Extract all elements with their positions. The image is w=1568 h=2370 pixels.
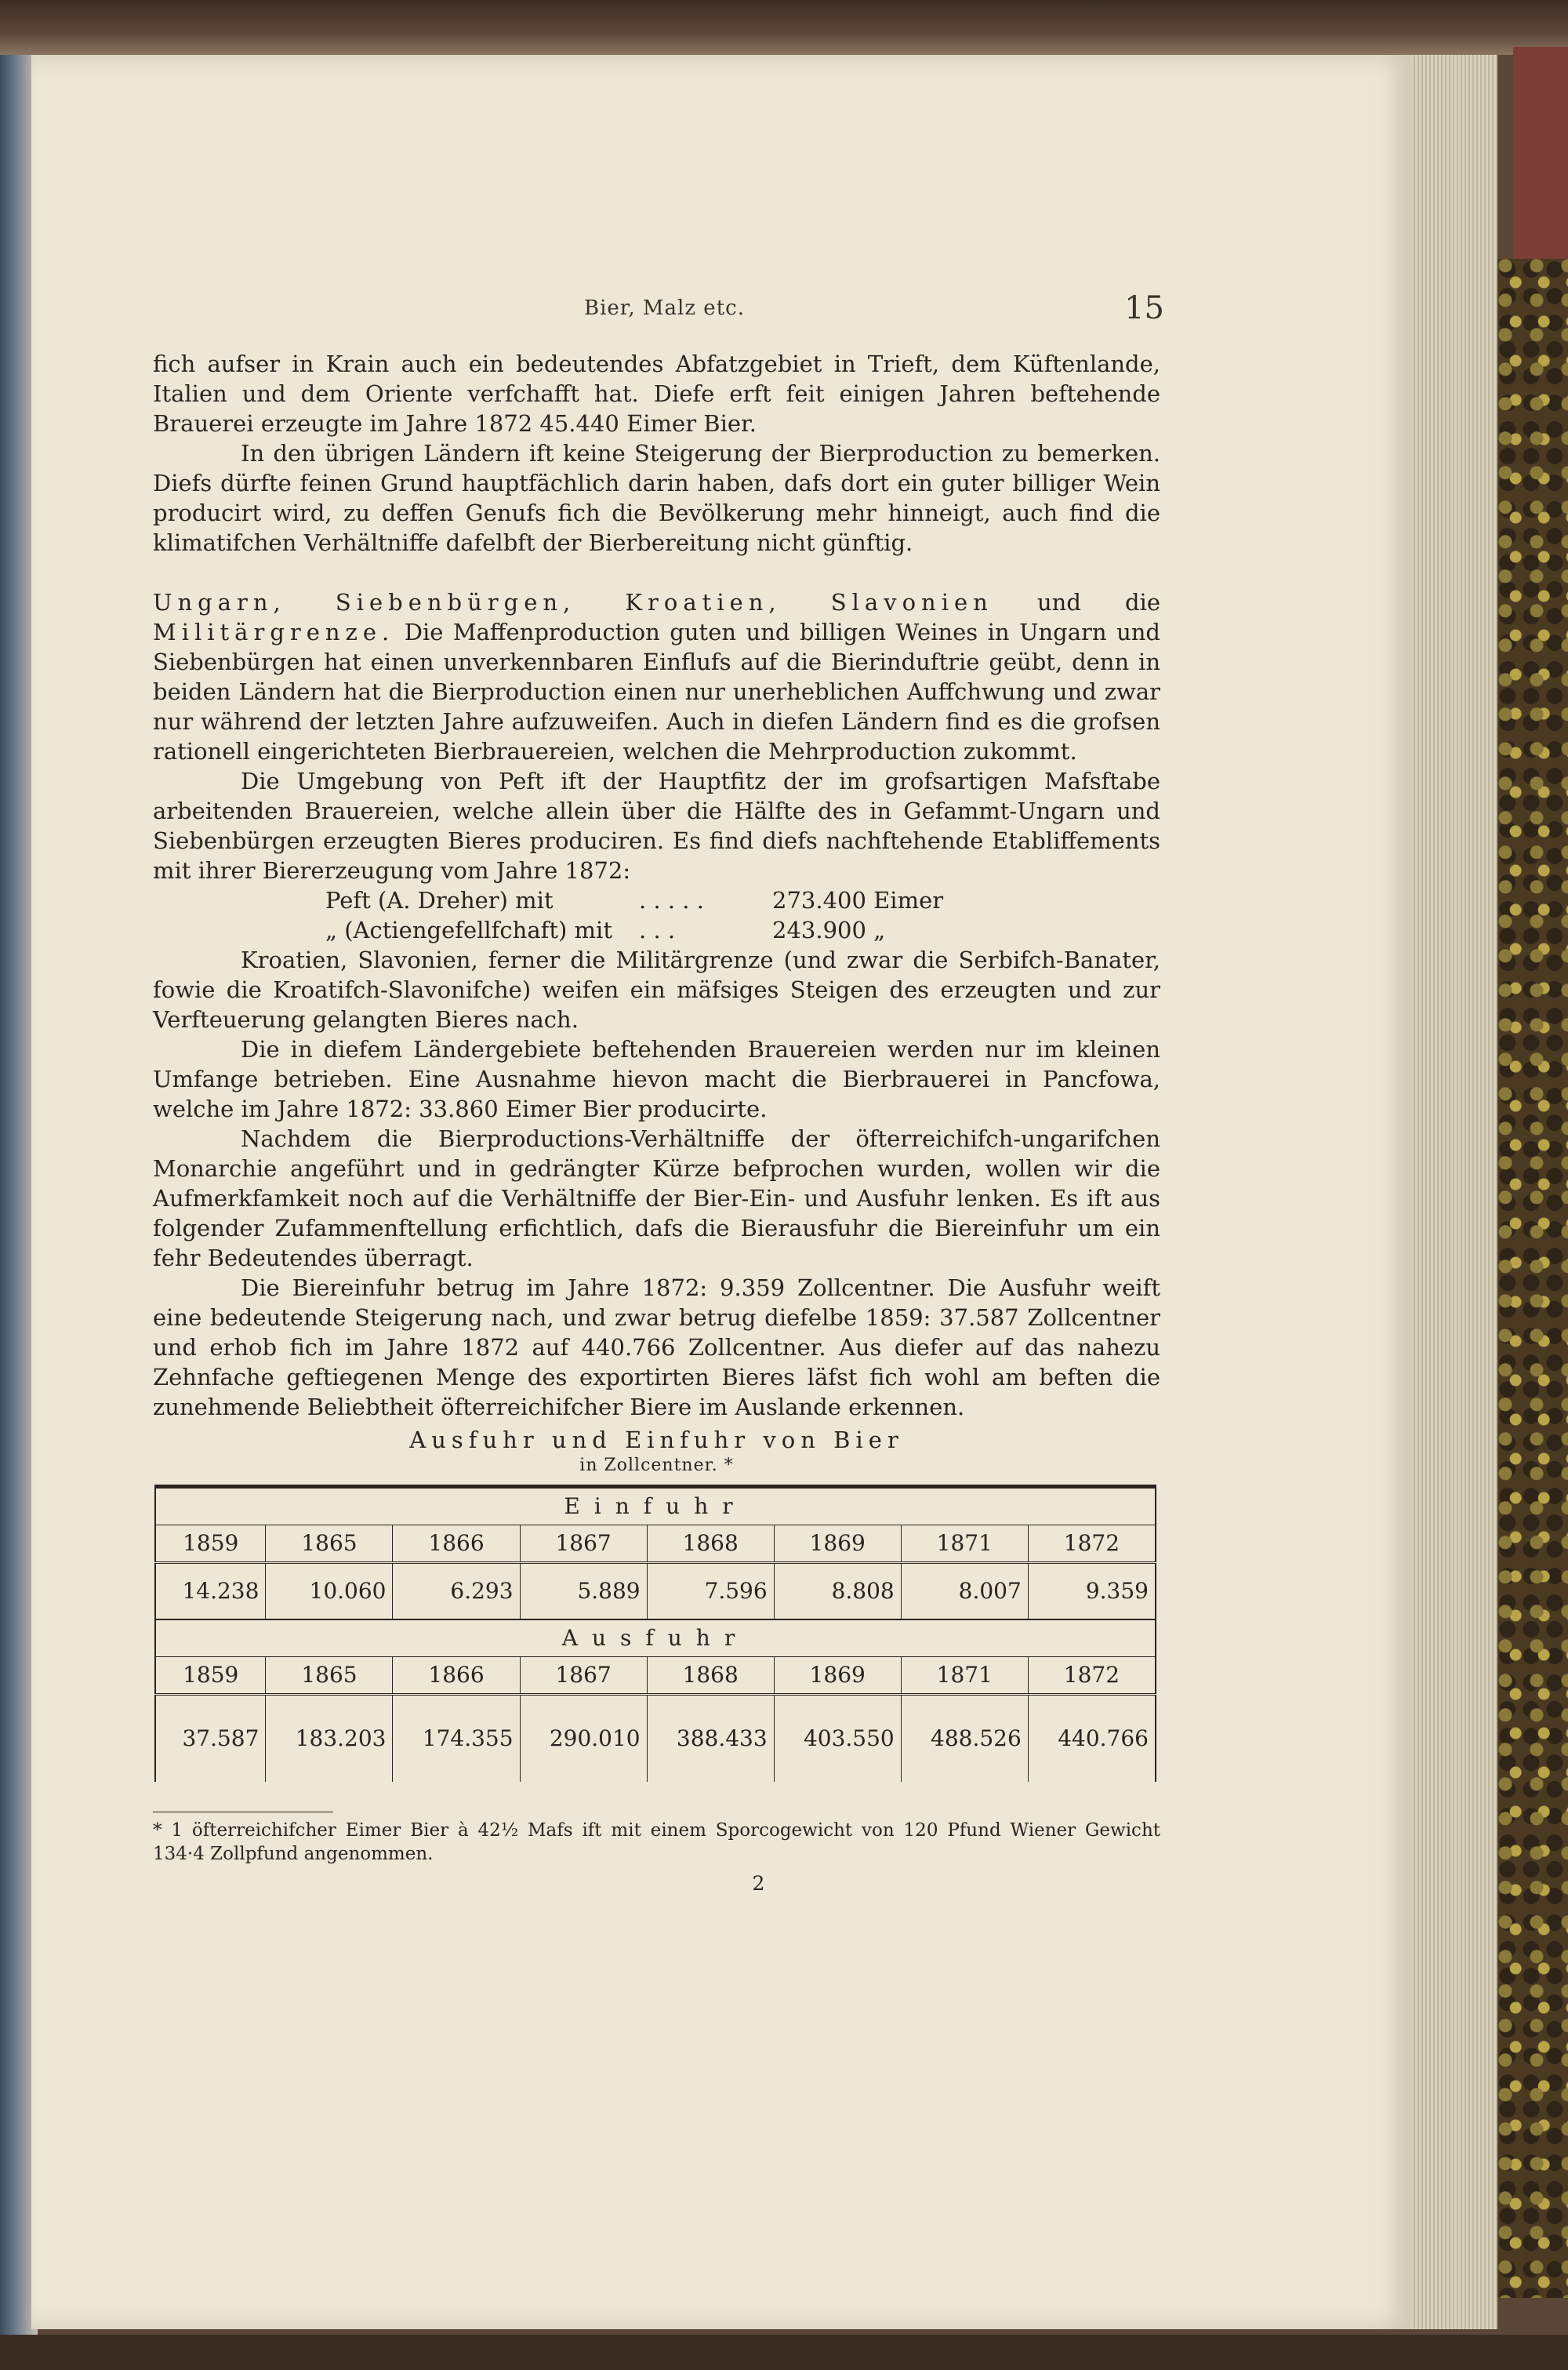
running-title: Bier, Malz etc. [584, 296, 745, 320]
paragraph-6: Die in diefem Ländergebiete beftehenden Brauereien werden nur im kleinen Umfange betrieben. Eine Ausnahme hievon macht die Bierbrauerei in Pancfowa, welche im Jahre 1872: 33.860 Eimer Bier producirte. [153, 1036, 1160, 1122]
year-cell: 1865 [266, 1657, 393, 1695]
table-subcaption: in Zollcentner. * [579, 1456, 734, 1475]
ausfuhr-value: 440.766 [1028, 1695, 1156, 1783]
brewery-row [153, 885, 1160, 915]
year-cell: 1859 [155, 1525, 266, 1563]
ausfuhr-value: 290.010 [520, 1695, 647, 1783]
signature-mark: 2 [752, 1872, 765, 1895]
year-cell: 1868 [647, 1525, 774, 1563]
ausfuhr-value: 403.550 [774, 1695, 901, 1783]
book-bottom-edge [0, 2335, 1568, 2370]
ausfuhr-heading: Ausfuhr [155, 1619, 1156, 1657]
year-cell: 1867 [520, 1657, 647, 1695]
einfuhr-value: 9.359 [1028, 1563, 1156, 1620]
brewery-name: „ (Actiengefellfchaft) mit [325, 917, 612, 943]
paragraph-7: Nachdem die Bierproductions-Verhältniffe der öfterreichifch-ungarifchen Monarchie angeführt und in gedrängter Kürze befprochen wurden, wollen wir die Aufmerkfamkeit noch auf die Verhältniffe der Bier-Ein- und Ausfuhr lenken. Es ift aus folgender Zufammenftellung erfichtlich, dafs die Bierausfuhr die Biereinfuhr um ein fehr Bedeutendes überragt. [153, 1125, 1160, 1271]
paragraph-2: In den übrigen Ländern ift keine Steigerung der Bierproduction zu bemerken. Diefs dürfte feinen Grund hauptfächlich darin haben, dafs dort ein guter billiger Wein producirt wird, zu deffen Genufs fich die Bevölkerung mehr hinneigt, auch find die klimatifchen Verhältniffe dafelbft der Bierbereitung nicht günftig. [153, 440, 1160, 556]
ausfuhr-value: 488.526 [901, 1695, 1028, 1783]
ausfuhr-value: 37.587 [155, 1695, 266, 1783]
page-number: 15 [1124, 290, 1164, 326]
year-cell: 1869 [774, 1657, 901, 1695]
einfuhr-value: 7.596 [647, 1563, 774, 1620]
einfuhr-value: 6.293 [393, 1563, 520, 1620]
year-cell: 1866 [393, 1525, 520, 1563]
spacer [153, 558, 1160, 587]
paragraph-3-text: Die Maffenproduction guten und billigen Weines in Ungarn und Siebenbürgen hat einen unverkennbaren Einflufs auf die Bierinduftrie geübt, denn in beiden Ländern hat die Bierproduction einen nur unerheblichen Auffchwung und zwar nur während der letzten Jahre aufzuweifen. Auch in diefen Ländern find es die grofsen rationell eingerichteten Bierbrauereien, welchen die Mehrproduction zukommt. [153, 619, 1160, 765]
import-export-table [154, 1485, 1156, 1782]
paragraph-3 [153, 587, 1160, 766]
paragraph-4: Die Umgebung von Peft ift der Hauptfitz der im grofsartigen Mafsftabe arbeitenden Brauereien, welche allein über die Hälfte des in Gefammt-Ungarn und Siebenbürgen erzeugten Bieres produciren. Es find diefs nachftehende Etabliffements mit ihrer Biererzeugung vom Jahre 1872: [153, 768, 1160, 884]
brewery-row [153, 915, 1160, 945]
brewery-value: 273.400 Eimer [772, 887, 944, 914]
year-cell: 1867 [520, 1525, 647, 1563]
page-body [153, 349, 1160, 1899]
einfuhr-value: 8.007 [901, 1563, 1028, 1620]
year-cell: 1868 [647, 1657, 774, 1695]
brewery-dots: . . . [639, 917, 676, 943]
region-heading-join: und die [993, 589, 1160, 616]
year-cell: 1872 [1028, 1657, 1156, 1695]
footnote: * 1 öfterreichifcher Eimer Bier à 42½ Mafs ift mit einem Sporcogewicht von 120 Pfund Wiener Gewicht 134·4 Zollpfund angenommen. [153, 1820, 1160, 1864]
ausfuhr-value: 183.203 [266, 1695, 393, 1783]
region-heading-2: Militärgrenze. [153, 619, 395, 645]
paragraph-1: fich aufser in Krain auch ein bedeutendes Abfatzgebiet in Trieft, dem Küftenlande, Italien und dem Oriente verfchafft hat. Diefe erft feit einigen Jahren beftehende Brauerei erzeugte im Jahre 1872 45.440 Eimer Bier. [153, 351, 1160, 437]
brewery-value: 243.900 „ [772, 917, 886, 943]
ausfuhr-value: 388.433 [647, 1695, 774, 1783]
einfuhr-value: 14.238 [155, 1563, 266, 1620]
year-cell: 1871 [901, 1657, 1028, 1695]
year-cell: 1869 [774, 1525, 901, 1563]
year-cell: 1871 [901, 1525, 1028, 1563]
year-cell: 1865 [266, 1525, 393, 1563]
running-header [584, 290, 1164, 329]
ausfuhr-value: 174.355 [393, 1695, 520, 1783]
einfuhr-heading: Einfuhr [155, 1487, 1156, 1525]
brewery-name: Peft (A. Dreher) mit [325, 887, 554, 914]
year-cell: 1866 [393, 1657, 520, 1695]
book-cover-edge [1513, 47, 1568, 267]
table-caption: Ausfuhr und Einfuhr von Bier [409, 1427, 904, 1453]
book-top-edge [0, 0, 1568, 55]
year-cell: 1872 [1028, 1525, 1156, 1563]
marbled-endpaper [1496, 259, 1568, 2298]
paragraph-5: Kroatien, Slavonien, ferner die Militärgrenze (und zwar die Serbifch-Banater, fowie die Kroatifch-Slavonifche) weifen ein mäfsiges Steigen des erzeugten und zur Verfteuerung gelangten Bieres nach. [153, 947, 1160, 1033]
paragraph-8: Die Biereinfuhr betrug im Jahre 1872: 9.359 Zollcentner. Die Ausfuhr weift eine bedeutende Steigerung nach, und zwar betrug diefelbe 1859: 37.587 Zollcentner und erhob fich im Jahre 1872 auf 440.766 Zollcentner. Aus diefer auf das nahezu Zehnfache geftiegenen Menge des exportirten Bieres läfst fich wohl am beften die zunehmende Beliebtheit öfterreichifcher Biere im Auslande erkennen. [153, 1274, 1160, 1420]
year-cell: 1859 [155, 1657, 266, 1695]
region-heading: Ungarn, Siebenbürgen, Kroatien, Slavonien [153, 589, 993, 616]
einfuhr-value: 10.060 [266, 1563, 393, 1620]
einfuhr-value: 5.889 [520, 1563, 647, 1620]
einfuhr-value: 8.808 [774, 1563, 901, 1620]
brewery-dots: . . . . . [639, 887, 704, 914]
